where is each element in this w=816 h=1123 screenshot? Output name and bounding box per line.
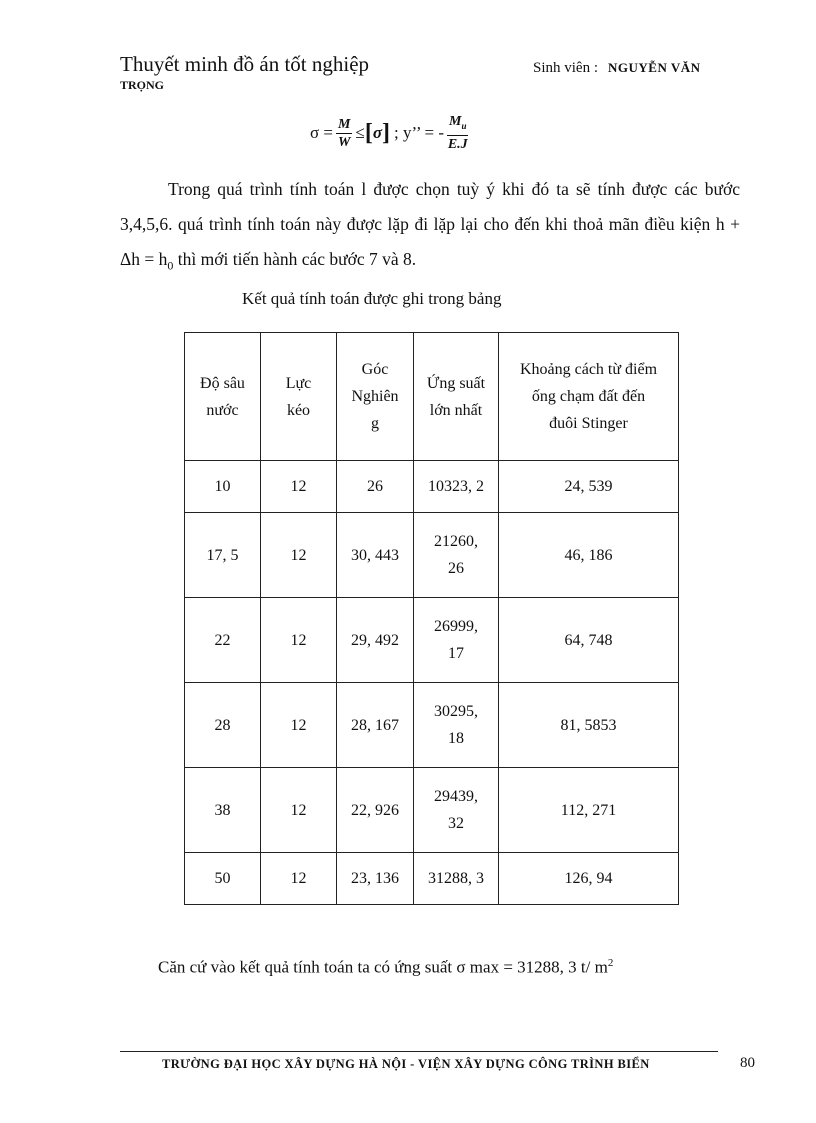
- right-bracket: ]: [381, 120, 390, 146]
- page-number: 80: [740, 1055, 755, 1071]
- formula-y-double-prime: ; y’’ = -: [393, 123, 445, 142]
- student-label: Sinh viên :: [533, 60, 599, 76]
- fraction-denominator: W: [338, 134, 351, 150]
- table-cell: 46, 186: [499, 513, 679, 598]
- table-cell: 29439, 32: [414, 768, 499, 853]
- footer-divider: [120, 1051, 718, 1052]
- table-caption: Kết quả tính toán được ghi trong bảng: [242, 289, 502, 308]
- table-cell: 22, 926: [337, 768, 414, 853]
- table-cell: 29, 492: [337, 598, 414, 683]
- table-row: [185, 768, 679, 853]
- table-header-cell: Lực kéo: [261, 333, 337, 461]
- student-name-continued: TRỌNG: [120, 78, 165, 92]
- table-header-cell: Độ sâu nước: [185, 333, 261, 461]
- table-row: [185, 853, 679, 905]
- formula-leq: ≤: [355, 123, 365, 142]
- table-row: [185, 598, 679, 683]
- table-cell: 64, 748: [499, 598, 679, 683]
- fraction-m-over-w: [336, 116, 352, 151]
- table-cell: 30, 443: [337, 513, 414, 598]
- table-header-cell: Ứng suất lớn nhất: [414, 333, 499, 461]
- fraction-numerator-mu: $M_u$: [447, 113, 468, 136]
- formula-sigma-eq: σ =: [310, 123, 334, 142]
- table-cell: 17, 5: [185, 513, 261, 598]
- table-cell: 23, 136: [337, 853, 414, 905]
- table-cell: 30295, 18: [414, 683, 499, 768]
- formula-allowable-sigma: σ: [372, 123, 382, 142]
- table-cell: 28: [185, 683, 261, 768]
- table-header-row: [185, 333, 679, 461]
- table-cell: 112, 271: [499, 768, 679, 853]
- paragraph-text: Trong quá trình tính toán l được chọn tuỳ ý khi đó ta sẽ tính được các bước 3,4,5,6. quá trình tính toán này được lặp đi lặp lại cho đến khi thoả mãn điều kiện h + Δh = h: [120, 179, 740, 269]
- table-cell: 22: [185, 598, 261, 683]
- superscript: 2: [607, 957, 614, 969]
- table-cell: 26999, 17: [414, 598, 499, 683]
- table-cell: 21260, 26: [414, 513, 499, 598]
- table-cell: 28, 167: [337, 683, 414, 768]
- table-cell: 24, 539: [499, 461, 679, 513]
- table-cell: 31288, 3: [414, 853, 499, 905]
- table-cell: 26: [337, 461, 414, 513]
- table-cell: 12: [261, 598, 337, 683]
- table-cell: 12: [261, 683, 337, 768]
- document-title: Thuyết minh đồ án tốt nghiệp: [120, 52, 370, 76]
- table-row: [185, 513, 679, 598]
- table-cell: 126, 94: [499, 853, 679, 905]
- left-bracket: [: [364, 120, 373, 146]
- footer-institution: TRƯỜNG ĐẠI HỌC XÂY DỰNG HÀ NỘI - VIỆN XÂY DỰNG CÔNG TRÌNH BIỂN: [162, 1057, 650, 1071]
- table-cell: 12: [261, 513, 337, 598]
- table-header-cell: Khoảng cách từ điểm ống chạm đất đến đuôi Stinger: [499, 333, 679, 461]
- table-cell: 38: [185, 768, 261, 853]
- table-row: [185, 683, 679, 768]
- table-cell: 50: [185, 853, 261, 905]
- fraction-mu-over-ej: [447, 113, 468, 153]
- table-cell: 81, 5853: [499, 683, 679, 768]
- paragraph-subscript: 0: [167, 258, 174, 273]
- conclusion-text: Căn cứ vào kết quả tính toán ta có ứng suất σ max = 31288, 3 t/ $m^2$: [158, 957, 614, 977]
- student-name: NGUYỄN VĂN: [608, 60, 701, 75]
- results-table: [184, 332, 679, 905]
- stress-formula: [310, 112, 471, 154]
- table-row: [185, 461, 679, 513]
- table-cell: 10323, 2: [414, 461, 499, 513]
- fraction-denominator-ej: E.J: [447, 136, 468, 152]
- fraction-numerator: M: [338, 116, 351, 132]
- body-paragraph: [120, 172, 740, 284]
- table-header-cell: Góc Nghiên g: [337, 333, 414, 461]
- table-cell: 12: [261, 768, 337, 853]
- table-cell: 12: [261, 461, 337, 513]
- table-cell: 10: [185, 461, 261, 513]
- paragraph-text-end: thì mới tiến hành các bước 7 và 8.: [173, 249, 417, 269]
- table-cell: 12: [261, 853, 337, 905]
